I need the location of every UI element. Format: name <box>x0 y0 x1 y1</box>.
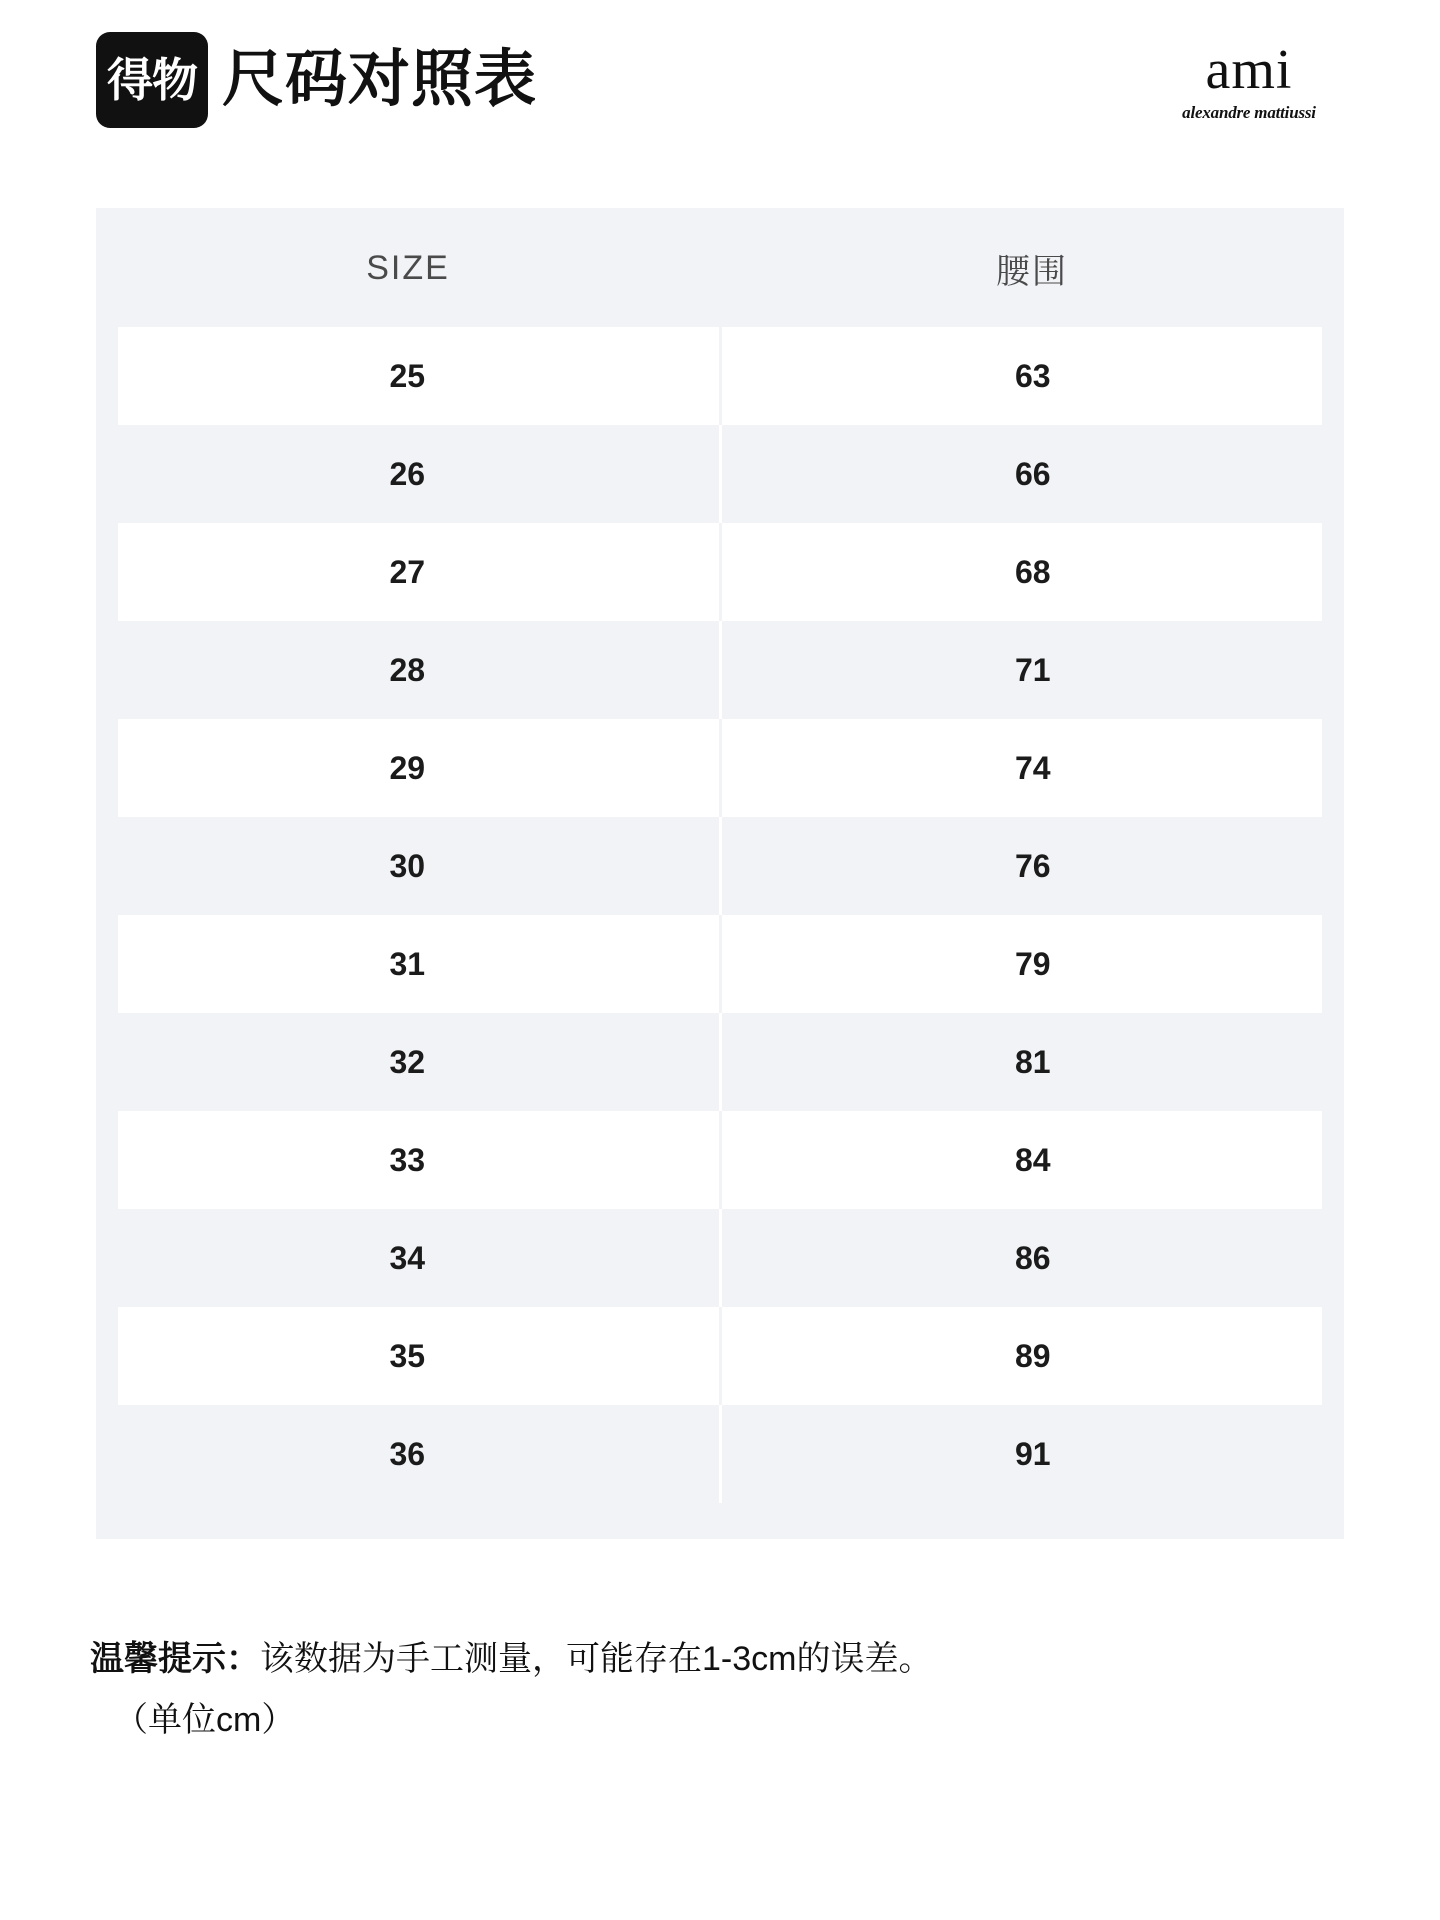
cell-waist: 89 <box>720 1307 1344 1405</box>
cell-waist: 81 <box>720 1013 1344 1111</box>
table-row <box>96 523 1344 621</box>
table-bottom-padding <box>96 1503 1344 1539</box>
size-table-header <box>96 208 1344 327</box>
table-row <box>96 719 1344 817</box>
cell-size: 26 <box>96 425 720 523</box>
notes-block <box>90 1635 1370 1746</box>
table-row <box>96 621 1344 719</box>
table-row <box>96 1209 1344 1307</box>
cell-size: 27 <box>96 523 720 621</box>
column-header-size: SIZE <box>96 208 720 327</box>
cell-waist: 79 <box>720 915 1344 1013</box>
cell-waist: 91 <box>720 1405 1344 1503</box>
ami-brand-name: ami <box>1205 39 1293 101</box>
cell-waist: 71 <box>720 621 1344 719</box>
cell-size: 30 <box>96 817 720 915</box>
cell-size: 25 <box>96 327 720 425</box>
brand-block <box>96 32 537 128</box>
cell-waist: 86 <box>720 1209 1344 1307</box>
note-line-primary <box>90 1635 1370 1684</box>
cell-size: 36 <box>96 1405 720 1503</box>
page-header <box>96 24 1344 144</box>
cell-size: 35 <box>96 1307 720 1405</box>
table-row <box>96 1307 1344 1405</box>
note-text: 该数据为手工测量，可能存在1-3cm的误差。 <box>260 1640 933 1678</box>
size-table <box>96 208 1344 1503</box>
cell-waist: 68 <box>720 523 1344 621</box>
ami-brand-logo <box>1154 39 1344 123</box>
cell-waist: 66 <box>720 425 1344 523</box>
page-title: 尺码对照表 <box>222 45 538 114</box>
dewu-logo-text: 得物 <box>107 54 197 106</box>
table-row <box>96 327 1344 425</box>
ami-brand-subtitle: alexandre mattiussi <box>1182 103 1316 123</box>
note-unit: （单位cm） <box>114 1701 296 1740</box>
table-row <box>96 1111 1344 1209</box>
cell-size: 29 <box>96 719 720 817</box>
size-table-body <box>96 327 1344 1503</box>
size-table-container <box>96 208 1344 1539</box>
dewu-logo-icon <box>96 32 208 128</box>
cell-size: 32 <box>96 1013 720 1111</box>
table-row <box>96 915 1344 1013</box>
cell-waist: 63 <box>720 327 1344 425</box>
cell-size: 34 <box>96 1209 720 1307</box>
table-row <box>96 425 1344 523</box>
table-row <box>96 1405 1344 1503</box>
column-header-waist: 腰围 <box>720 208 1344 327</box>
cell-waist: 76 <box>720 817 1344 915</box>
cell-size: 31 <box>96 915 720 1013</box>
note-label: 温馨提示： <box>90 1640 260 1678</box>
cell-size: 28 <box>96 621 720 719</box>
table-header-row <box>96 208 1344 327</box>
table-row <box>96 817 1344 915</box>
table-row <box>96 1013 1344 1111</box>
cell-size: 33 <box>96 1111 720 1209</box>
cell-waist: 74 <box>720 719 1344 817</box>
cell-waist: 84 <box>720 1111 1344 1209</box>
